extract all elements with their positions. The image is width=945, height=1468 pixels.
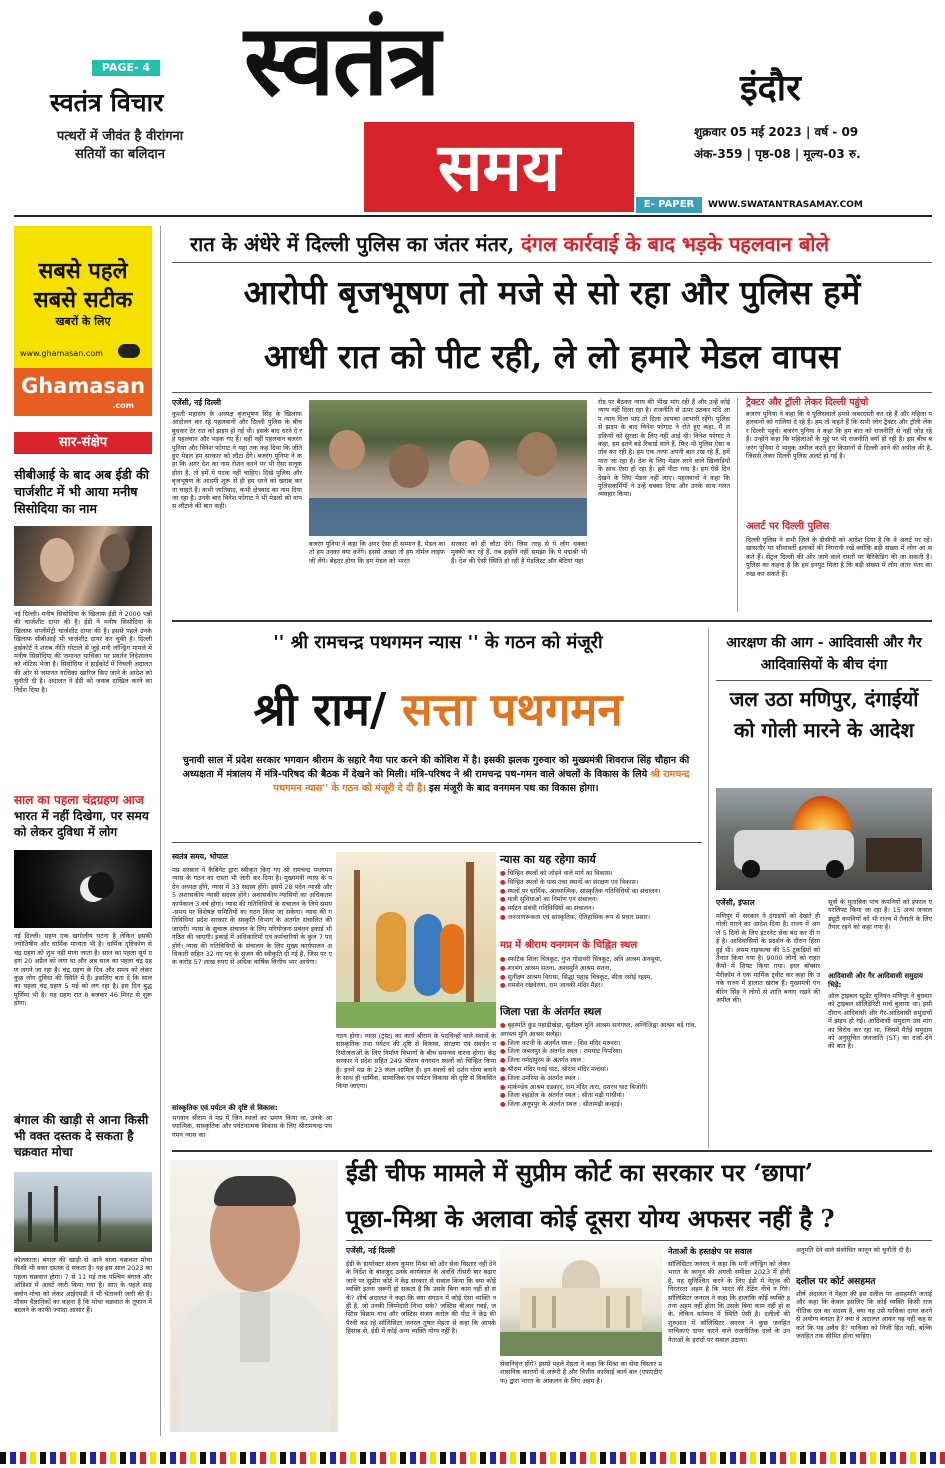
ram-illustration	[336, 852, 496, 1028]
ram-box-title: न्यास का यह रहेगा कार्य	[500, 853, 596, 866]
ed-photo-caption: सेवानिवृत्त होंगे? इससे पहले मेहता ने कहा कि मिश्रा का सेवा विस्तार प्रशासनिक कारणों से जरूरी है और वित्तीय कार्रवाई कार्य बल (एफएटीएफ) द्वारा भारत के आकलन के लिए अहम है।	[500, 1360, 662, 1385]
date-line: शुक्रवार 05 मई 2023 | वर्ष - 09	[694, 125, 859, 139]
epaper-label: E- PAPER	[636, 197, 702, 213]
sidebar-story2-title: भारत में नहीं दिखेगा, पर समय को लेकर दुविधा में लोग	[14, 809, 149, 839]
ad-line-2: सबसे सटीक	[33, 287, 133, 313]
manipur-col1: मणिपुर में सरकार ने दंगाइयों को देखते ही गोली मारने का आदेश दिया है। राज्य में अगले 5 दिनों के लिए इंटरनेट सेवा बंद कर दी गई है। आदिवासियों के प्रदर्शन के दौरान हिंसा हुई थी। असम राइफल्स की 55 टुकड़ियों को तैनात किया गया है। 9000 लोगों को राहत कैंपों में शिफ्ट किया गया। इधर बॉक्सर मैरीकॉम ने एक मार्मिक ट्वीट कर कहा कि उनके राज्य में हालात खराब हैं। मुख्यमंत्री एन बीरेन सिंह ने लोगों से शांति बनाए रखने की अपील की।	[716, 912, 820, 1005]
manipur-col2-text: ऑल ट्राइबल स्टूडेंट यूनियन मणिपुर ने बुधवार को ट्राइबल सॉलिडेरिटी मार्च बुलाया था। इसी दौरान आदिवासी और गैर-आदिवासी समुदायों में झड़प हो गई। आदिवासी समुदाय उस मांग का विरोध कर रहा था, जिसमें मैतेई समुदाय को अनुसूचित जनजाति (ST) का दर्जा देने की बात है।	[828, 992, 932, 1051]
ram-box-list	[500, 870, 700, 923]
sidebar-story1-text: नई दिल्ली। मनीष सिसोदिया के खिलाफ ईडी ने 2000 पन्नों की चार्जशीट दायर की है। ईडी ने मनीष सिसोदिया के खिलाफ सप्लीमेंट्री चार्जशीट दायर की है। इससे पहले उनके खिलाफ सीबीआई भी चार्जशीट दायर कर चुकी है। दिल्ली हाईकोर्ट ने शराब नीति घोटाले से जुड़े मनी लॉन्ड्रिंग मामले में मनीष सिसोदिया की जमानत याचिका पर प्रवर्तन निदेशालय को नोटिस भेजा है। सिसोदिया ने हाईकोर्ट में निचली अदालत की ओर से जमानत याचिका खारिज किए जाने के आदेश को चुनौती दी है। अदालत ने ईडी को जवाब दाखिल करने का निर्देश दिया है।	[14, 610, 152, 694]
ed-col4: अनुमति देने वाले संशोधित कानून को चुनौती दी है।	[796, 1246, 912, 1254]
ed-dateline: एजेंसी, नई दिल्ली	[346, 1246, 395, 1255]
manipur-kicker: आरक्षण की आग - आदिवासी और गैर आदिवासियों के बीच दंगा	[726, 635, 922, 673]
ad-url: www.ghamasan.com	[20, 349, 103, 358]
ram-box-item: ● जनजागरूकता एवं सांस्कृतिक, ऐतिहासिक रूप से प्रचार प्रसार।	[500, 913, 651, 921]
ram-box-item: ● स्थलों पर धार्मिक, आध्यात्मिक, सांस्कृतिक गतिविधियों का संचालन।	[500, 887, 661, 895]
issue-line: अंक-359 | पृष्ठ-08 | मूल्य-03 रु.	[694, 147, 861, 161]
ram-headline-orange: सत्ता पथगमन	[401, 683, 623, 736]
ram-col1-head: सांस्कृतिक एवं पर्यटन की दृष्टि से विकास:	[172, 1104, 278, 1112]
ram-intro	[172, 754, 700, 838]
sidebar-story3-text: कोलकाता। बंगाल की खाड़ी से आने वाला चक्रवात मोचा किसी भी वक्त दस्तक दे सकता है। यह इस साल 2023 का पहला चक्रवात होगा। 7 से 11 मई तक पश्चिम बंगाल और ओडिशा में अलर्ट जारी किया गया है। सात के पहले साइक्लोन मोचा को लेकर आईएमडी ने भी चेतावनी जारी की है। मौसम वैज्ञानिकों का कहना है कि मोचा चक्रवात के तूफान में बदलने के काफी ज्यादा आसार हैं।	[14, 1256, 152, 1315]
page-badge: PAGE- 4	[92, 60, 160, 76]
ed-col4-text: शीर्ष अदालत ने मेहता की इस दलील पर असहमति जताई और कहा कि केवल इसलिए कि कोई व्यक्ति किसी राजनीतिक दल का सदस्य है, क्या यह उसे याचिका दायर करने से अयोग्य बनाता है? क्या वे अदालत आकर यह नहीं कह सकते कि यह अवैध है? याचिका को निजी हित नहीं, बल्कि जनहित तक सीमित होना चाहिए।	[796, 1290, 932, 1341]
supreme-court-photo	[500, 1246, 662, 1356]
ram-col1: मप्र सरकार ने कैबिनेट द्वारा स्वीकृत किए गए श्री रामचन्द्र पथगमन न्यास के गठन का रास्ता भी जारी कर दिया है। मुख्यमंत्री न्यास के पदेन अध्यक्ष होंगे, न्यास में 33 सदस्य होंगे। इसमें 28 पदेन न्यासी और 5 अशासकीय न्यासी सदस्य होंगे। अशासकीय न्यासियों का अधिकतम कार्यकाल 3 वर्ष होगा। न्यास की गतिविधियों के संचालन के लिये समय-समय पर विशेषज्ञ समितियों का गठन किया जा सकेगा। न्यास की गतिविधियां प्रदेश सरकार के संस्कृति विभाग के अंतर्गत संचालित की जाएंगी। न्यास के सुचारू संचालन के लिए परियोजना प्रबंधन इकाई भी गठित की जाएगी। इकाई में अधिकारियों एवं कर्मचारियों के कुल 7 पद होंगे। न्यास की गतिविधियों के संचालन के लिए मुख्य कार्यपालन अधिकारी सहित 32 नए पद के सृजन की स्वीकृति दी गई है, जिस पर एक करोड़ 57 लाख रुपए से अधिक वार्षिक वित्तीय भार आयेगा।	[172, 866, 332, 967]
section-title: स्वतंत्र विचार	[50, 88, 164, 117]
sisodia-photo	[14, 526, 152, 606]
ram-box3-item: ● जिला जबलपुर के अंतर्गत स्थल : रामघाट पिपरिया।	[500, 1048, 623, 1056]
ed-col4-head: दलील पर कोर्ट असहमत	[796, 1277, 876, 1287]
wrestlers-photo	[309, 400, 587, 536]
logo-top: स्वतंत्र	[244, 3, 439, 118]
lead-headline-1: आरोपी बृजभूषण तो मजे से सो रहा और पुलिस हमें	[243, 273, 861, 312]
ram-intro-orange: श्री रामचन्द्र पथगमन न्यास'' के गठन को मंजूरी दे दी है।	[273, 769, 690, 794]
manipur-col2-head: आदिवासी और गैर आदिवासी समुदाय भिड़े:	[828, 972, 923, 989]
website-link[interactable]: WWW.SWATANTRASAMAY.COM	[708, 200, 863, 210]
edition-city: इंदौर	[740, 67, 801, 109]
ram-box2-list	[500, 956, 700, 991]
ed-col1: ईडी के डायरेक्टर संजय कुमार मिश्रा को और सेवा विस्तार नहीं देने के निर्देश के बावजूद उनके कार्यकाल के अवधि तीसरी बार बढ़ाए जाने पर सुप्रीम कोर्ट ने केंद्र सरकार से सवाल किया कि क्या कोई व्यक्ति इतना जरूरी हो सकता है कि उसके बिना काम नहीं हो सके? शीर्ष अदालत ने कहा कि क्या संगठन में कोई ऐसा व्यक्ति नहीं है, जो उनकी जिम्मेदारी निभा सके? जस्टिस बीआर गवई, जस्टिस विक्रम नाथ और जस्टिस संजय करोल की पीठ ने केंद्र की पैरवी कर रहे सॉलिसिटर जनरल तुषार मेहता से कहा कि आपके हिसाब से, ईडी में कोई अन्य व्यक्ति योग्य नहीं है।	[346, 1260, 496, 1336]
ram-box2-title: मप्र में श्रीराम वनगमन के चिह्नित स्थल	[500, 940, 638, 951]
ad-brand: Ghamasan	[20, 374, 146, 398]
ram-intro-end: इस मंजूरी के बाद वनगमन पथ का विकास होगा।	[429, 783, 599, 794]
ram-box-item: ● यात्री सुविधाओं का निर्माण एवं संचालन।	[500, 896, 598, 904]
ram-box3-item: ● जिला नर्मदापुरम के अंतर्गत स्थल :	[500, 1057, 585, 1065]
ram-box-item: ● चिन्हित स्थलों के पास तथा स्थानों का संरक्षण एवं विकास।	[500, 878, 639, 886]
ram-dateline: स्वतंत्र समय, भोपाल	[172, 852, 228, 861]
sidebar-story2-text: नई दिल्ली। ग्रहण एक खगोलीय घटना है लेकिन इसकी ज्योतिषीय और धार्मिक मान्यता भी है। धार्मिक दृष्टिकोण से चंद्र ग्रहण को शुभ नहीं माना जाता है। साल का पहला सूर्य ग्रहण 20 अप्रैल को लगा था और अब साल का पहला चंद्र ग्रहण लगने जा रहा है। चंद्र ग्रहण के दिन और समय को लेकर कुछ लोग दुविधा की स्थिति में हैं। इसलिए बता दें कि साल का पहला चंद्र ग्रहण 5 मई को लग रहा है। इस दिन बुद्ध पूर्णिमा भी है। यह ग्रहण रात 8 बजकर 46 मिनट से शुरू होगा।	[14, 932, 152, 1008]
ram-box3-item: ● जिला शहडोल के अंतर्गत स्थल : सीता मढ़ी गांधीयां।	[500, 1092, 625, 1100]
lead-dateline: एजेंसी, नई दिल्ली	[172, 398, 221, 407]
sidebar-header: सार-संक्षेप	[14, 432, 152, 454]
ram-box2-item: ● शरभंग आश्रम सतना, अश्वमुनि आश्रम सतना,	[500, 964, 612, 972]
manipur-headline: जल उठा मणिपुर, दंगाईयों को गोली मारने के आदेश	[729, 687, 919, 742]
ram-box3-title: जिला पन्ना के अंतर्गत स्थल	[500, 1006, 602, 1018]
sidebar-story1-title: सीबीआई के बाद अब ईडी की चार्जशीट में भी आया मनीष सिसोदिया का नाम	[14, 467, 149, 516]
ram-intro-text: चुनावी साल में प्रदेश सरकार भगवान श्रीराम के सहारे नैया पार करने की कोशिश में है। इसकी झलक गुरुवार को मुख्यमंत्री शिवराज सिंह चौहान की अध्यक्षता में मंत्रालय में मंत्रि-परिषद की बैठक में देखने को मिली। मंत्रि-परिषद ने श्री रामचन्द्र पथ-गमन वाले अंचलों के विकास के लिये	[182, 755, 690, 780]
ad-brand-sub: .com	[112, 401, 134, 410]
ram-box-item: ● पर्यटन संबंधी गतिविधियों का संचालन।	[500, 905, 594, 913]
lead-col1: कुश्ती महासंघ के अध्यक्ष बृजभूषण सिंह के खिलाफ आंदोलन कर रहे पहलवानों और दिल्ली पुलिस के बीच बुधवार देर रात को झड़प हो गई थी। इसके बाद धरने दे रहे पहलवान और भड़क गए हैं। वहीं नहीं पहलवान बजरंग पूनिया और विनेश फोगाट ने यहां तक कह दिया कि जीते हुए मेडल हम सरकार को लौटा देंगे। बजरंग पूनिया ने कहा कि अगर देश का नाम रोशन करने पर भी ऐसा सलूक होता है, तो हमें ये पदक नहीं चाहिए। दिखे पुलिस और बृजभूषण के आदमी शुरू से ही हम धरने को खराब करना चाहते हैं। कभी जातिवाद, कभी क्षेत्रवाद का नाम दिया जा रहा है। उनके बाद विनेश फोगाट ने भी मेडलों को वापस लौटाने की बात कही।	[172, 410, 302, 511]
ram-kicker: '' श्री रामचन्द्र पथगमन न्यास '' के गठन को मंजूरी	[273, 632, 603, 653]
lead-photo-caption-1: बजरंग पूनिया ने कहा कि अगर ऐसा ही सम्मान है, मेडल का तो हम उनका क्या करेंगे। इससे अच्छा तो हम नॉर्मल लाइफ जी लेंगे। बेहतर होगा कि हम मेडल को भारत	[309, 540, 445, 565]
lead-kicker-red: दंगल कार्रवाई के बाद भड़के पहलवान बोले	[521, 232, 830, 256]
lead-headline-2: आधी रात को पीट रही, ले लो हमारे मेडल वापस	[264, 337, 840, 376]
lead-col4-head2: अलर्ट पर दिल्ली पुलिस	[746, 521, 830, 532]
ram-box3-item: ● बृहस्पति कुंड पहाड़ीखेड़ा, सुतीक्ष्ण मुनि आश्रम सारंगधर, अग्निजिह्वा आश्रम बड़े गांव, अगस्त्य मुनि आश्रम सलेहा।	[500, 1022, 697, 1038]
ram-box2-item: ● रामसेन रखवेरणा, राम जानकी मंदिर मैहर।	[500, 982, 603, 990]
ram-col1-tail: भगवान श्रीराम ने मप्र में जिन स्थलों का भ्रमण किया था, उनके आध्यात्मिक, सांस्कृतिक और पर्यटनात्मक विकास के लिए श्रीरामचन्द्र पथगमन न्यास का	[172, 1114, 332, 1139]
lead-col4-text: बजरंग पूनिया ने कहा कि ये पुलिसवाले हमसे जबरदस्ती कर रहे हैं और महिला पहलवानों को गालियां दे रहे हैं। हम तो कहते हैं कि सभी लोग ट्रैक्टर और ट्रॉली लेकर दिल्ली पहुंचें। बजरंग पूनिया ने कहा कि हम बात को राजनीति से नहीं जोड़ रहे हैं। उन्होंने कहा कि महिलाओं के मुद्दे पर भी राजनीति क्यों हो रही है। इस बीच बजरंग पूनिया ने भावुक अपील करते हुए किसानों से दिल्ली आने की अपील की है, जिससे लेकर दिल्ली पुलिस अलर्ट हो गई है।	[746, 410, 932, 461]
lead-photo-caption-2: सरकार को ही लौटा देंगे। जिस तरह से ये लोग धक्का मुक्की कर रहे हैं, तब इन्होंने नहीं समझा कि ये पद्मश्री भी हैं। देश की ऐसी स्थिति हो रही है मेडलिस्ट और बेटियां यहां	[451, 540, 587, 565]
ram-box3-item: ● जिला उमरिया के अंतर्गत स्थल :	[500, 1074, 580, 1082]
ed-col3-head: नेताओं के हस्तक्षेप पर सवाल	[668, 1247, 752, 1256]
lead-kicker-black: रात के अंधेरे में दिल्ली पुलिस का जंतर मंतर,	[190, 232, 515, 256]
lead-kicker	[190, 230, 920, 258]
ram-box3-item: ● जिला कटनी के अंतर्गत स्थल : शिव मंदिर मरुवरा।	[500, 1039, 621, 1047]
lead-col4-head: ट्रैक्टर और ट्रॉली लेकर दिल्ली पहुंचो	[746, 397, 869, 408]
ed-headline-1: ईडी चीफ मामले में सुप्रीम कोर्ट का सरकार पर ‘छापा’	[346, 1158, 813, 1187]
sidebar-story2-title-red: साल का पहला चंद्रग्रहण आज	[14, 793, 144, 807]
ed-headline-2: पूछा-मिश्रा के अलावा कोई दूसरा योग्य अफसर नहीं है ?	[346, 1204, 835, 1233]
ad-mic-icon	[118, 344, 140, 358]
ram-box-item: ● चिन्हित स्थलों को जोड़ने वाले मार्ग का विकास।	[500, 870, 613, 877]
ad-line-1: सबसे पहले	[38, 258, 128, 284]
ram-headline-black: श्री राम/	[253, 683, 387, 736]
section-subtitle: पत्थरों में जीवंत है वीरांगना सतियों का बलिदान	[56, 129, 184, 162]
ram-box3-item: ● श्रीराम मंदिर पवई घाट, श्रीराम मंदिर मन्दसा।	[500, 1065, 609, 1073]
ed-col3: सॉलिसिटर जनरल ने कहा कि मनी लॉन्ड्रिंग को लेकर भारत के कानून की अगली समीक्षा 2023 में होनी है, यह सुनिश्चित करने के लिए ईडी में नेतृत्व की निरंतरता अहम है कि भारत की रेटिंग नीचे न गिरे। सॉलिसिटर जनरल ने कहा कि हालांकि कोई व्यक्ति इतना अहम नहीं होता कि उसके बिना काम नहीं हो सके, लेकिन वर्तमान में स्थिति ऐसी है। दलीलों की शुरुआत में सॉलिसिटर जनरल ने कुछ जनहित याचिकाएं दायर करने वाले राजनीतिक दलों के उन नेताओं के इरादों पर सवाल उठाया।	[668, 1260, 790, 1344]
logo-bottom: समय	[437, 128, 561, 206]
manipur-dateline: एजेंसी, इंफाल	[716, 898, 755, 907]
ram-box2-item: ● सुतीक्ष्ण आश्रम विराधा, सिद्धा पहाड़ चित्रकूट, सीता रसोई रहस्य,	[500, 973, 653, 981]
manipur-fire-photo	[716, 788, 932, 890]
lead-col4-text2: दिल्ली पुलिस ने सभी जिले के डीसीपी को आदेश दिया है कि वे अलर्ट पर रहें। खासतौर पर सीमावर्ती इलाकों की निगरानी रखें क्योंकि बड़ी संख्या में लोग आ सकते हैं। सेंट्रल दिल्ली की ओर जाने वाले रास्तों पर बैरिकेडिंग की जा सकती है। पुलिस का कहना है कि हम इनपुट मिला है कि बड़ी संख्या में लोग जंतर मंतर का रुख कर सकते हैं।	[746, 536, 932, 578]
eclipse-photo	[14, 850, 152, 928]
ram-box3-item: ● जिला अनूपपुर के अंतर्गत स्थल : सीतामढ़ी कन्हाई।	[500, 1101, 623, 1109]
ram-headline	[178, 668, 698, 752]
manipur-col2: सूत्रों के मुताबिक पांच कंपनियों को इंफाल एयरलिफ्ट किया जा रहा है। 15 अन्य जनरल ड्यूटी कंपनियों को भी राज्य में तैनाती के लिए तैयार रहने को कहा गया है।	[828, 898, 932, 932]
registration-strip	[0, 1452, 945, 1464]
ram-box2-item: ● स्फटिक शिला चित्रकूट, गुप्त गोदावरी चित्रकूट, अत्रि आश्रम अनसूया,	[500, 956, 662, 963]
lead-col3: रोड पर बैठकर न्याय की भीख मांग रही हैं और उन्हें कोई न्याय नहीं दिला रहा है। राजनीति से ऊपर उठकर यदि आप न्याय दिला पाएं तो दिला आपका आभारी रहेंगे। पुलिस से झड़प के बाद विनेश फोगाट ने रोते हुए कहा, मैं लड़कियों को सुरक्षा के लिए नहीं आई थी। विनेश फोगाट ने कहा, हम इतने बड़े रिकार्ड वाले हैं, फिर भी पुलिस ऐसा बर्ताव कर रही है। हम एक तरफ अपनी बात रख रहे हैं, हमें मारा जा रहा है। देश के लिए मेडल लाने वाले खिलाड़ियों के साथ ऐसा हो रहा है। हमें पीटा गया है। हम ऐसे दिन देखने के लिए मेडल नहीं लाए। पहलवानों ने कहा कि पुलिसकर्मियों ने उन्हें धक्का दिया और उनके साथ गलत व्यवहार किया।	[598, 398, 730, 499]
ad-line-3: खबरों के लिए	[55, 315, 111, 328]
cyclone-photo	[14, 1172, 152, 1252]
ed-chief-photo	[170, 1160, 338, 1432]
ram-box3-item: ● मार्कण्डेय आश्रम दंडकार, राम मंदिर तारा, दशरथ घाट बिजोरी।	[500, 1083, 648, 1091]
sidebar-story3-title: बंगाल की खाड़ी से आना किसी भी वक्त दस्तक दे सकता है चक्रवात मोचा	[14, 1113, 149, 1159]
ad-box[interactable]	[14, 226, 152, 416]
ram-box3-list	[500, 1022, 700, 1110]
ram-col2: गठन होगा। न्यास (ट्रस्ट) का कार्य श्रीराम के पदचिन्हों वाले स्थानों के सांस्कृतिक तथा पर्यटन की दृष्टि से विकास, संरक्षण एवं संवर्धन परियोजनाओं के लिए निर्माण विभागों के बीच समन्वय करना होगा। केंद्र सरकार ने प्रदेश सहित 249 श्रीराम वनगमन स्थलों को चिन्हित किया है। इनमें मप्र के 23 स्थल शामिल हैं। इन स्थलों को दर्शन योग्य बनाने के साथ ही धार्मिक, सामाजिक एवं पर्यटन विकास की दृष्टि से विकसित किया जाएगा।	[336, 1032, 496, 1091]
